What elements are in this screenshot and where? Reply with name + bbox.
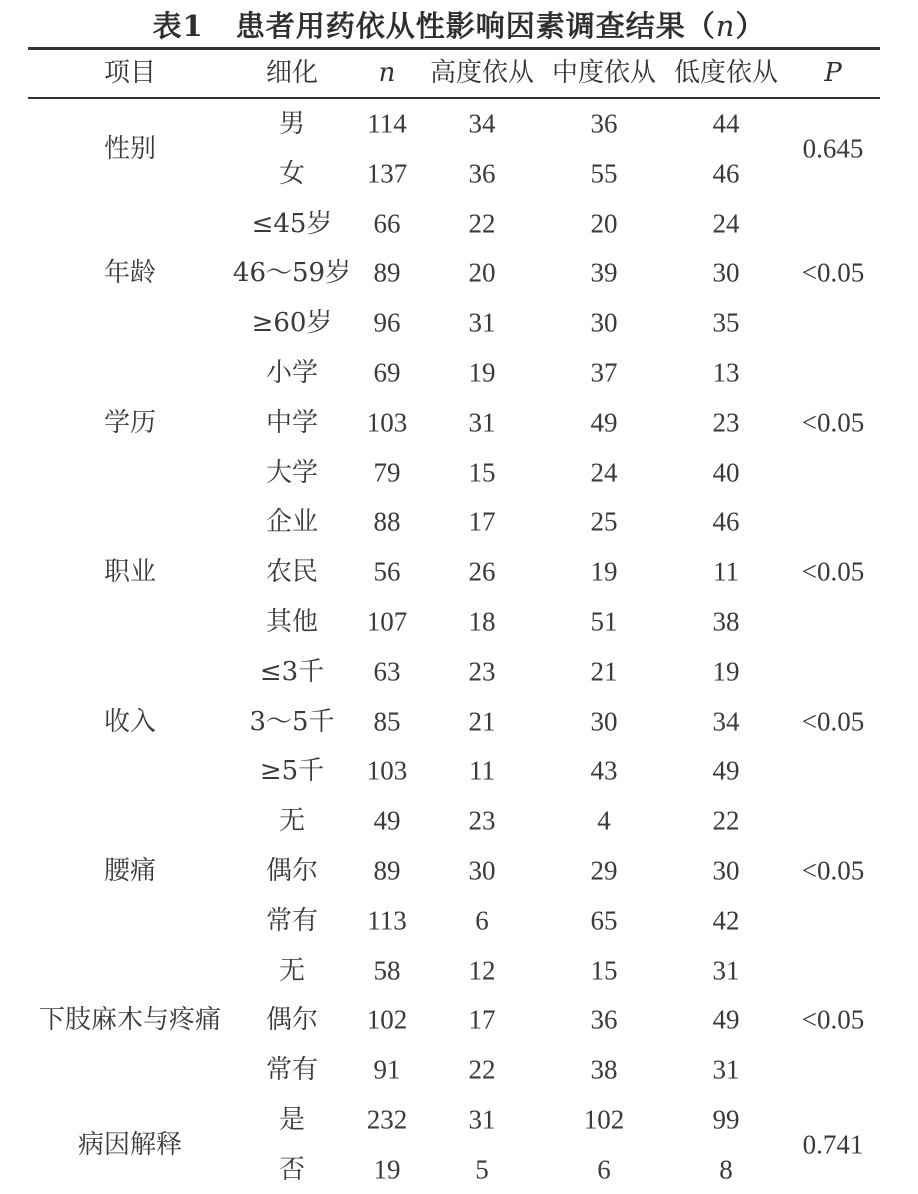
row-low-adherence: 8 <box>719 1154 733 1185</box>
table-number: 表1 <box>152 9 204 43</box>
row-mid-adherence: 24 <box>590 457 618 488</box>
row-mid-adherence: 6 <box>597 1154 611 1185</box>
row-high-adherence: 5 <box>475 1154 489 1185</box>
row-mid-adherence: 55 <box>590 158 618 189</box>
row-mid-adherence: 21 <box>590 656 618 687</box>
row-high-adherence: 15 <box>468 457 496 488</box>
row-subcategory: 46～59岁 <box>232 258 352 289</box>
row-low-adherence: 38 <box>712 606 740 637</box>
row-subcategory: 3～5千 <box>249 706 335 737</box>
group-item-label: 病因解释 <box>77 1129 183 1160</box>
row-n: 66 <box>373 208 401 239</box>
row-high-adherence: 6 <box>475 905 489 936</box>
row-mid-adherence: 15 <box>590 955 618 986</box>
row-subcategory: ≤45岁 <box>251 208 333 239</box>
row-n: 103 <box>366 755 408 786</box>
row-low-adherence: 31 <box>712 1054 740 1085</box>
row-subcategory: 偶尔 <box>265 1005 319 1036</box>
row-low-adherence: 13 <box>712 357 740 388</box>
row-mid-adherence: 29 <box>590 855 618 886</box>
row-subcategory: 其他 <box>265 607 319 637</box>
row-high-adherence: 30 <box>468 855 496 886</box>
row-high-adherence: 21 <box>468 706 496 737</box>
header-mid-adherence: 中度依从 <box>551 58 657 88</box>
row-n: 91 <box>373 1054 401 1085</box>
row-n: 89 <box>373 855 401 886</box>
row-low-adherence: 99 <box>712 1104 740 1135</box>
header-rule <box>28 97 880 99</box>
row-high-adherence: 18 <box>468 606 496 637</box>
row-mid-adherence: 102 <box>583 1104 625 1135</box>
row-mid-adherence: 4 <box>597 805 611 836</box>
row-n: 63 <box>373 656 401 687</box>
row-subcategory: 女 <box>278 158 306 189</box>
group-item-label: 腰痛 <box>103 856 157 886</box>
row-subcategory: 无 <box>278 806 306 837</box>
row-subcategory: 是 <box>278 1105 306 1135</box>
row-low-adherence: 11 <box>713 556 739 587</box>
header-low-adherence: 低度依从 <box>673 58 779 88</box>
row-mid-adherence: 25 <box>590 506 618 537</box>
group-item-label: 学历 <box>103 407 157 438</box>
row-mid-adherence: 30 <box>590 706 618 737</box>
header-item: 项目 <box>103 58 157 88</box>
group-item-label: 性别 <box>103 133 157 164</box>
row-n: 19 <box>373 1154 401 1185</box>
table-title <box>0 4 918 45</box>
group-item-label: 年龄 <box>103 258 157 289</box>
group-item-label: 收入 <box>103 706 157 737</box>
row-n: 137 <box>366 158 408 189</box>
row-mid-adherence: 37 <box>590 357 618 388</box>
row-n: 113 <box>367 905 407 936</box>
row-low-adherence: 31 <box>712 955 740 986</box>
row-high-adherence: 12 <box>468 955 496 986</box>
row-n: 96 <box>373 307 401 338</box>
header-p: P <box>824 58 842 88</box>
row-subcategory: ≤3千 <box>259 656 325 687</box>
row-high-adherence: 34 <box>468 108 496 139</box>
top-rule <box>28 47 880 50</box>
group-p-value: <0.05 <box>801 407 865 438</box>
row-low-adherence: 46 <box>712 506 740 537</box>
row-subcategory: 常有 <box>265 1055 319 1086</box>
row-subcategory: 小学 <box>265 358 319 388</box>
row-n: 107 <box>366 606 408 637</box>
row-n: 102 <box>366 1004 408 1035</box>
row-low-adherence: 23 <box>712 407 740 438</box>
row-subcategory: 中学 <box>265 407 319 438</box>
row-n: 232 <box>366 1104 408 1135</box>
group-item-label: 职业 <box>103 557 157 588</box>
row-high-adherence: 11 <box>469 755 495 786</box>
row-n: 89 <box>373 257 401 288</box>
row-low-adherence: 34 <box>712 706 740 737</box>
row-n: 69 <box>373 357 401 388</box>
row-high-adherence: 23 <box>468 656 496 687</box>
row-mid-adherence: 30 <box>590 307 618 338</box>
row-mid-adherence: 19 <box>590 556 618 587</box>
row-low-adherence: 30 <box>712 257 740 288</box>
row-low-adherence: 44 <box>712 108 740 139</box>
row-subcategory: 男 <box>278 109 306 139</box>
row-n: 85 <box>373 706 401 737</box>
row-subcategory: ≥60岁 <box>251 308 333 339</box>
row-high-adherence: 17 <box>468 1004 496 1035</box>
group-p-value: <0.05 <box>801 706 865 737</box>
row-subcategory: ≥5千 <box>259 756 325 787</box>
row-n: 114 <box>367 108 407 139</box>
row-high-adherence: 31 <box>468 1104 496 1135</box>
group-p-value: <0.05 <box>801 855 865 886</box>
row-subcategory: 大学 <box>265 457 319 488</box>
row-low-adherence: 35 <box>712 307 740 338</box>
row-low-adherence: 40 <box>712 457 740 488</box>
row-low-adherence: 24 <box>712 208 740 239</box>
row-mid-adherence: 39 <box>590 257 618 288</box>
table-title-var: n <box>715 9 736 43</box>
row-high-adherence: 23 <box>468 805 496 836</box>
group-item-label: 下肢麻木与疼痛 <box>38 1005 222 1036</box>
row-subcategory: 无 <box>278 955 306 986</box>
row-low-adherence: 22 <box>712 805 740 836</box>
row-high-adherence: 22 <box>468 1054 496 1085</box>
row-subcategory: 常有 <box>265 905 319 936</box>
row-n: 49 <box>373 805 401 836</box>
row-high-adherence: 22 <box>468 208 496 239</box>
row-n: 103 <box>366 407 408 438</box>
row-high-adherence: 17 <box>468 506 496 537</box>
row-n: 79 <box>373 457 401 488</box>
group-p-value: <0.05 <box>801 1004 865 1035</box>
row-mid-adherence: 51 <box>590 606 618 637</box>
row-low-adherence: 49 <box>712 755 740 786</box>
row-subcategory: 企业 <box>265 507 319 538</box>
row-low-adherence: 49 <box>712 1004 740 1035</box>
row-low-adherence: 46 <box>712 158 740 189</box>
row-high-adherence: 31 <box>468 307 496 338</box>
group-p-value: <0.05 <box>801 257 865 288</box>
row-mid-adherence: 36 <box>590 1004 618 1035</box>
row-n: 56 <box>373 556 401 587</box>
row-mid-adherence: 43 <box>590 755 618 786</box>
row-mid-adherence: 49 <box>590 407 618 438</box>
row-subcategory: 否 <box>278 1154 306 1185</box>
row-high-adherence: 31 <box>468 407 496 438</box>
group-p-value: <0.05 <box>801 556 865 587</box>
row-subcategory: 偶尔 <box>265 856 319 886</box>
group-p-value: 0.645 <box>802 133 864 164</box>
row-low-adherence: 19 <box>712 656 740 687</box>
row-mid-adherence: 65 <box>590 905 618 936</box>
group-p-value: 0.741 <box>802 1129 864 1160</box>
row-n: 58 <box>373 955 401 986</box>
header-high-adherence: 高度依从 <box>429 58 535 88</box>
row-mid-adherence: 20 <box>590 208 618 239</box>
table-title-close: ） <box>735 9 766 43</box>
header-n: n <box>378 58 396 88</box>
row-low-adherence: 42 <box>712 905 740 936</box>
row-high-adherence: 36 <box>468 158 496 189</box>
row-mid-adherence: 36 <box>590 108 618 139</box>
row-low-adherence: 30 <box>712 855 740 886</box>
row-subcategory: 农民 <box>265 557 319 588</box>
row-mid-adherence: 38 <box>590 1054 618 1085</box>
table-title-text: 患者用药依从性影响因素调查结果（ <box>235 9 716 43</box>
row-high-adherence: 19 <box>468 357 496 388</box>
row-n: 88 <box>373 506 401 537</box>
row-high-adherence: 20 <box>468 257 496 288</box>
header-subcategory: 细化 <box>265 58 319 88</box>
row-high-adherence: 26 <box>468 556 496 587</box>
